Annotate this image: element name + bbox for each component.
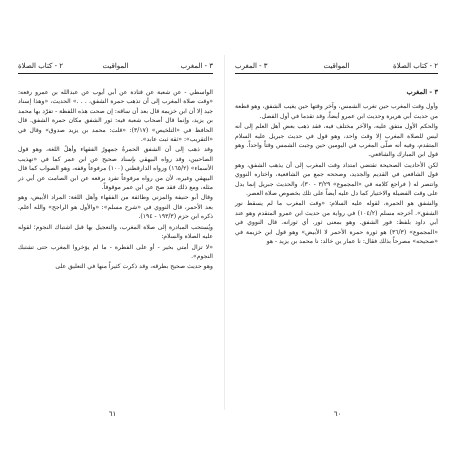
running-header (235, 62, 438, 74)
paragraph: وقال أبو حنيفة والمزني وطائفة من الفقهاء وأهل اللغة: المراد الأبيض، وهو بعد الأحمر، قال النووي في «شرح مسلم»: «والأول هو الراجح» والله أعلم. ذكره ابن حزم (١٩٣/٣ - ١٩٤). (18, 194, 213, 221)
running-header-book: ٢ - كتاب الصلاة (18, 62, 63, 70)
running-header-chapter: المواقيت (323, 62, 350, 70)
running-header-chapter: المواقيت (102, 62, 129, 70)
paragraph: والحكم الأول متفق عليه، والآخر مختلف فيه، فقد ذهب بعض أهل العلم إلى أنه ليس للصلاة المغرب إلا وقت واحد، وهو قول في حديث جبريل عليه السلام المتقدم، وفيه أنه صلّى المغرب في اليومين حين وجبت الشمس وقتاً واحداً. وهو قول ابن المبارك والشافعي. (235, 123, 438, 159)
page-body (18, 88, 213, 272)
running-header-section: ٣ - المغرب (235, 62, 268, 70)
paragraph: وهو حديث صحيح بطرقه، وقد ذكرت كثيراً منها في التعليق على (55, 263, 213, 271)
right-page (225, 0, 450, 450)
running-header (18, 62, 213, 74)
page-number: ٦١ (108, 410, 117, 418)
paragraph: وقد ذهب إلى أن الشفق الحمرةُ جمهورُ الفقهاء وأهلُ اللغة، وهو قول الصاحبين، وقد رواه البيهقي بإسناد صحيح عن ابن عمر كما في «تهذيب الأسماء» (١٦٥/٢) ورواه الدارقطني (١٠٠) مرفوعاً وقفه، وهو الصواب كما قال البيهقي وغيره، لأن من رواه مرفوعاً تفرد برفعه عن ابن الصامت عن أبي ذر مثله، ومع ذلك فقد صح عن ابن عمر موقوفاً. (18, 146, 214, 192)
page-body (235, 88, 438, 247)
paragraph: وأول وقت المغرب حين تغرب الشمس، وآخر وقتها حين يغيب الشفق، وهو قطعة من حديث أبي هريرة وحديث ابن عمرو أيضاً، وقد تقدما في أول الفصل. (235, 103, 438, 120)
paragraph: ويُستحب المبادرة إلى صلاة المغرب، والتعجيل بها قبل اشتباك النجوم؛ لقوله عليه الصلاة والسلام: (18, 223, 213, 241)
paragraph: الواسطي - عن شعبة عن قتادة عن أبي أيوب عن عبدالله بن عمرو رفعه: «وقت صلاة المغرب إلى أن تذهب حمرة الشفق، . . .» الحديث، «وهذا إسناد جيد إلا أن ابن خزيمة قال بعد أن ساقه: إن صحت هذه اللفظة - تفرّد بها محمد بن يزيد، وإنما قال أصحاب شعبة فيه: ثور الشفق مكان حمرة الشفق. قال الحافظ في «التلخيص» (٣/١٧): «قلت: محمد بن يزيد صدوق» وقال في «التقريب»: «ثقة ثبت عابد». (18, 89, 213, 144)
paragraph: والشفق هو الحمرة، لقوله عليه السلام: «وقت المغرب ما لم يسقط نور الشفق». أخرجه مسلم (١٠٤/٢) في رواية من حديث ابن عمرو المتقدم وهو عند أبي داود بلفظ: فور الشفق. وهو بمعنى ثور. أي ثورانه. قال النووي في «المجموع» (٣٦/٣) هو ثورة حمرة الأحمر لا الأبيض» وهو قول ابن خزيمة في «صحيحه» مصرحاً بذلك فقال: نا عمار بن خالد: نا محمد بن يزيد - هو (235, 200, 438, 246)
hadith-quote: «لا تزال أمتي بخير - أو على الفطرة - ما لم يؤخروا المغرب حتى تشتبك النجوم». (18, 243, 213, 260)
page-number: ٦٠ (333, 410, 342, 418)
running-header-book: ٢ - كتاب الصلاة (393, 62, 438, 70)
running-header-section: ٣ - المغرب (180, 62, 213, 70)
paragraph: لكن الأحاديث الصحيحة تقتضي امتداد وقت المغرب إلى أن يذهب الشفق، وهو قول الشافعي في القديم والجديد، وصححه جمع من الشافعية، واختاره النووي وانتصر له ( فراجع كلامه في «المجموع» ٣/٢٩ - ٣٠)، والحديث جبريل إنما يدل على وقت الفضيلة والاختيار كما دل عليه أيضاً على تلك بخصوص صلاة العصر. (235, 161, 438, 198)
section-heading: ٣ - المغرب (406, 88, 438, 96)
